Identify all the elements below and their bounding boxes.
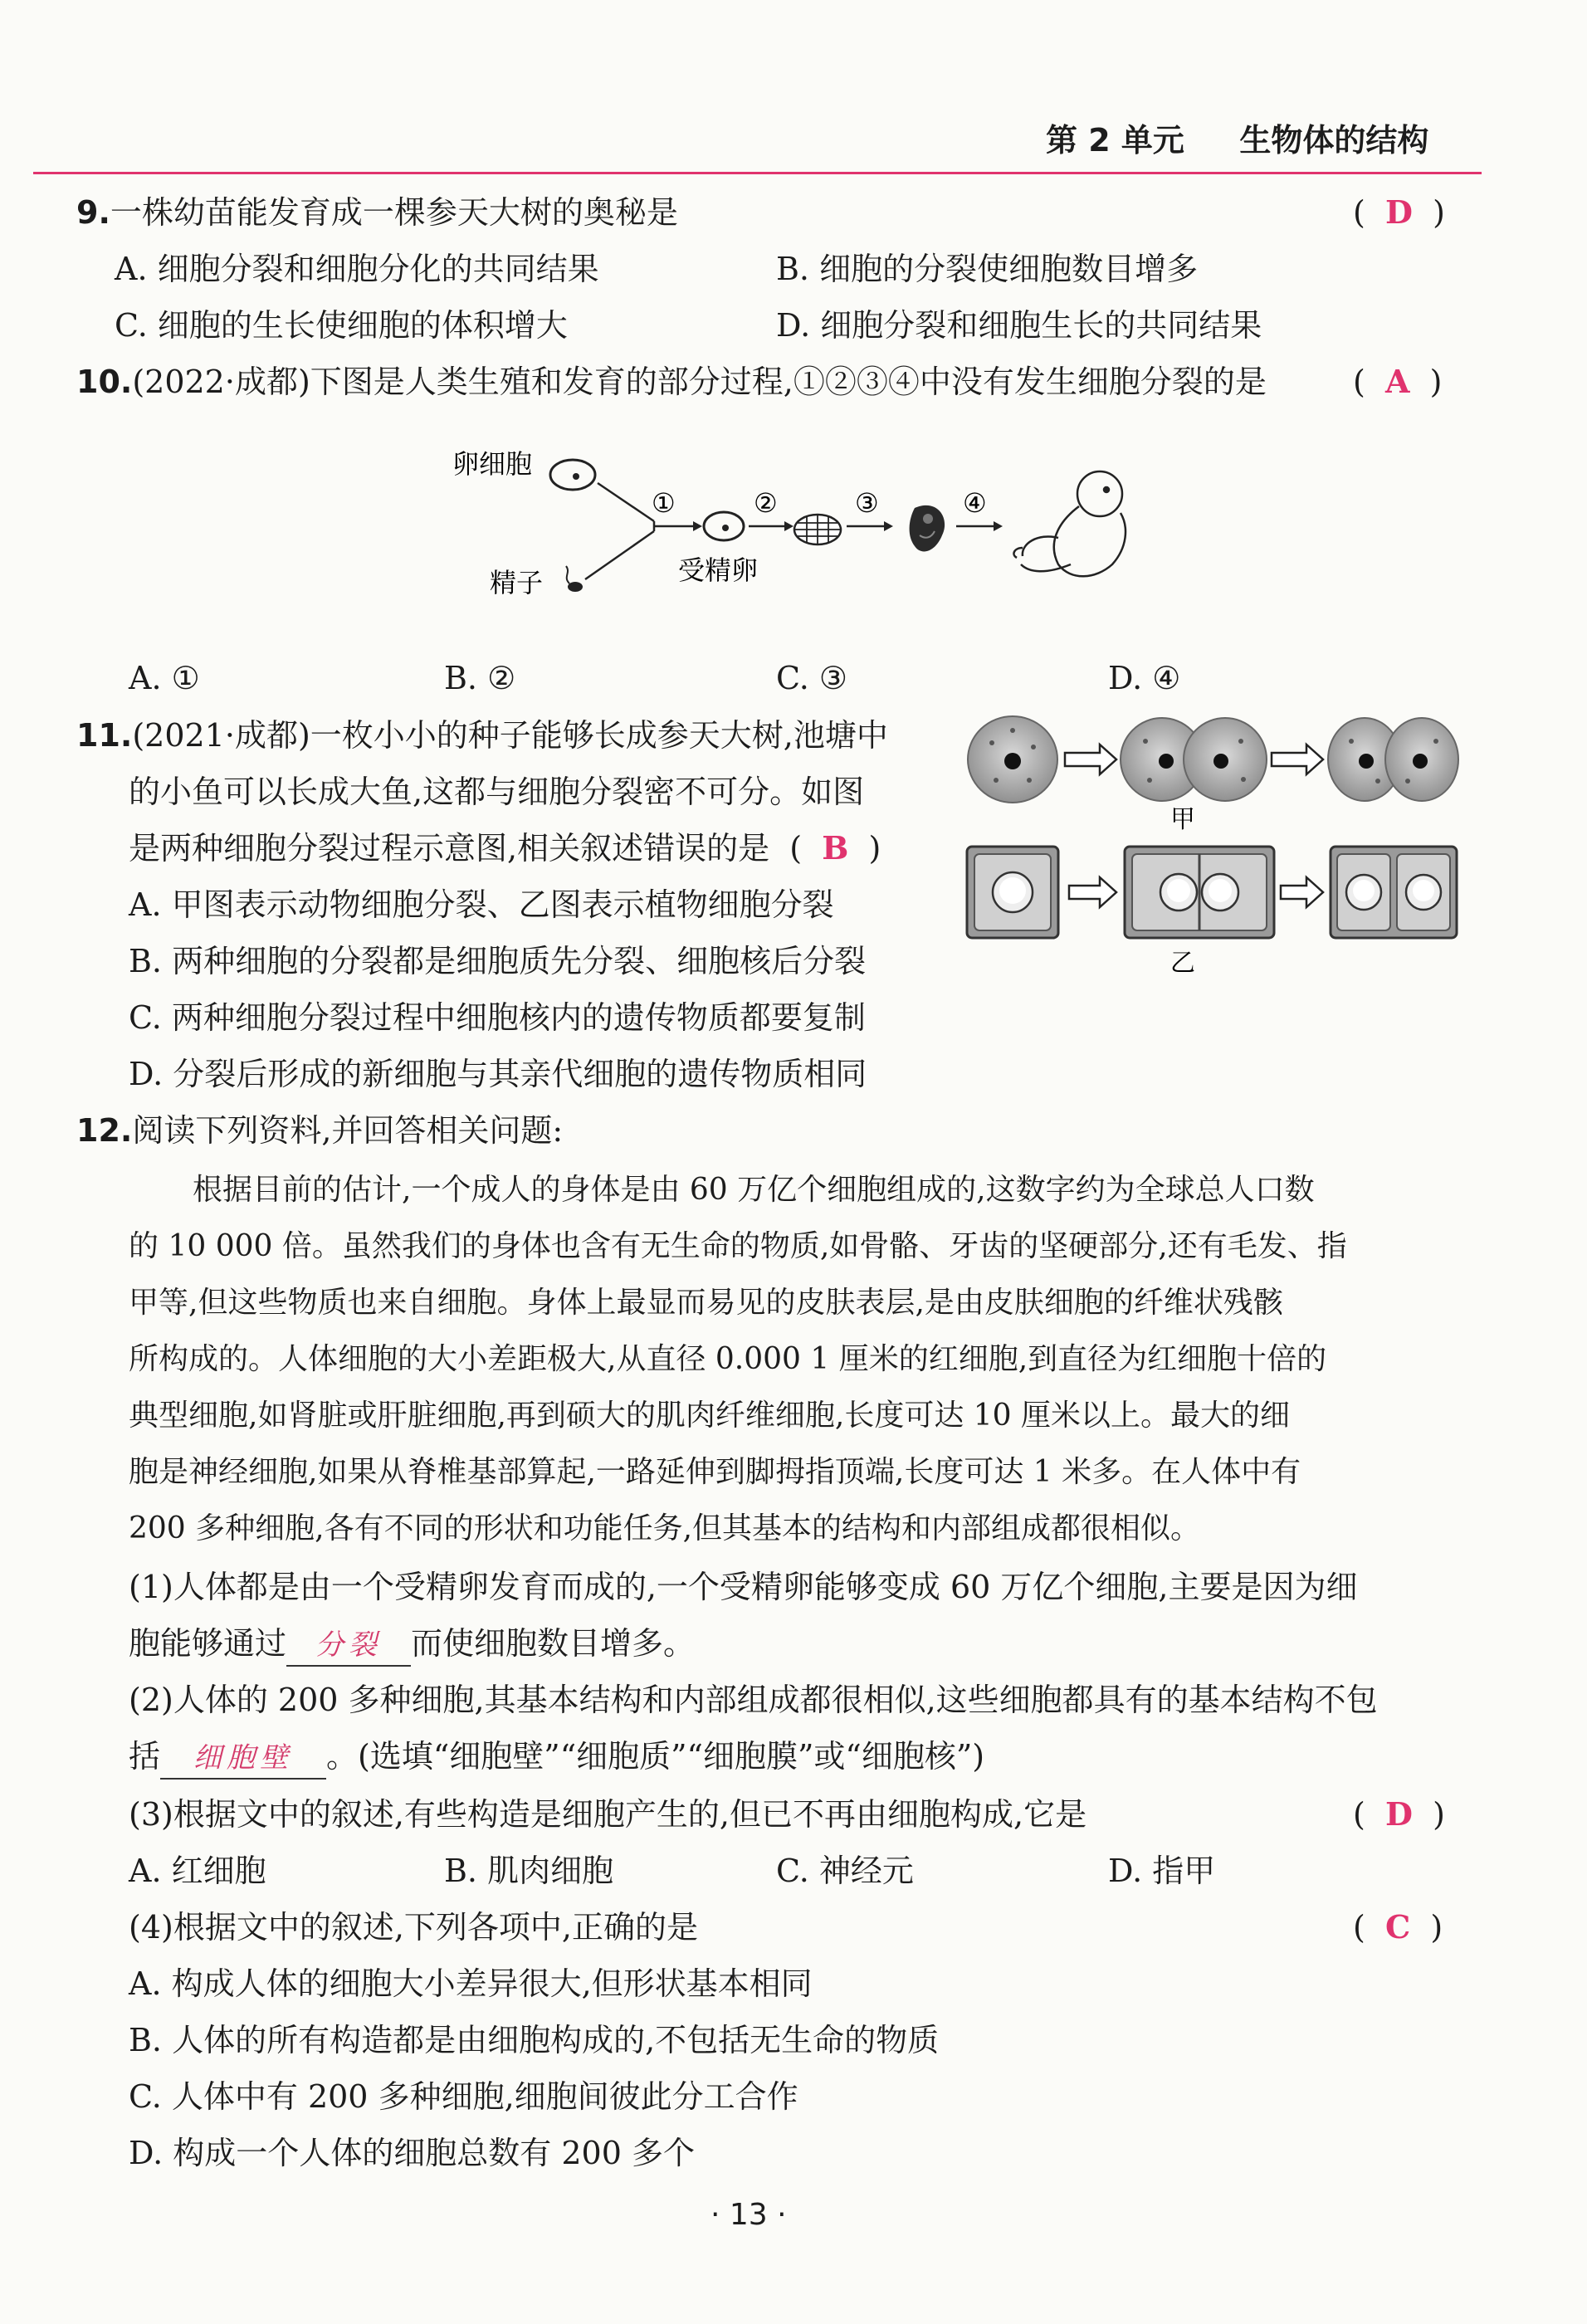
q11-stem-line-1: 11.(2021·成都)一枚小小的种子能够长成参天大树,池塘中 — [76, 717, 888, 754]
zygote-label: 受精卵 — [678, 554, 759, 586]
plant-cell-1 — [967, 847, 1058, 938]
development-diagram — [432, 440, 1179, 631]
step-2-label: ② — [754, 487, 778, 519]
q10-answer: ( A ) — [1353, 363, 1443, 400]
sub3-answer: ( D ) — [1353, 1795, 1445, 1833]
animal-cell-1 — [968, 716, 1057, 803]
q10-stem: 10.(2022·成都)下图是人类生殖和发育的部分过程,①②③④中没有发生细胞分裂的是 — [76, 364, 1267, 400]
q12-stem: 12.阅读下列资料,并回答相关问题: — [76, 1112, 564, 1149]
q9-option-a: A. 细胞分裂和细胞分化的共同结果 — [115, 251, 599, 287]
egg-cell-icon — [550, 460, 595, 490]
passage-line-3: 甲等,但这些物质也来自细胞。身体上最显而易见的皮肤表层,是由皮肤细胞的纤维状残骸 — [129, 1286, 1283, 1320]
page-number: · 13 · — [710, 2198, 787, 2232]
passage-line-7: 200 多种细胞,各有不同的形状和功能任务,但其基本的结构和内部组成都很相似。 — [129, 1511, 1201, 1545]
sub1-fill-answer: 分裂 — [315, 1628, 383, 1662]
sub4-answer: ( C ) — [1353, 1908, 1443, 1946]
step-1-label: ① — [652, 487, 676, 519]
arrow-icon — [1065, 745, 1116, 774]
arrow-icon — [1272, 745, 1323, 774]
q9-option-d: D. 细胞分裂和细胞生长的共同结果 — [776, 307, 1262, 344]
sub4-option-b: B. 人体的所有构造都是由细胞构成的,不包括无生命的物质 — [129, 2022, 940, 2058]
embryo-icon — [910, 505, 945, 552]
q9-stem: 9.一株幼苗能发育成一棵参天大树的奥秘是 — [76, 194, 678, 231]
passage-line-2: 的 10 000 倍。虽然我们的身体也含有无生命的物质,如骨骼、牙齿的坚硬部分,还有毛发、指 — [129, 1229, 1347, 1263]
q10-option-a: A. ① — [129, 660, 200, 696]
q9-option-c: C. 细胞的生长使细胞的体积增大 — [115, 307, 568, 344]
passage-line-6: 胞是神经细胞,如果从脊椎基部算起,一路延伸到脚拇指顶端,长度可达 1 米多。在人体中有 — [129, 1455, 1301, 1489]
q11-option-c: C. 两种细胞分裂过程中细胞核内的遗传物质都要复制 — [129, 999, 866, 1036]
q9-answer: ( D ) — [1353, 193, 1445, 231]
figure-label-jia: 甲 — [1170, 805, 1195, 834]
sub4-option-c: C. 人体中有 200 多种细胞,细胞间彼此分工合作 — [129, 2078, 798, 2115]
unit-header — [1046, 120, 1428, 160]
q11-stem-line-2: 的小鱼可以长成大鱼,这都与细胞分裂密不可分。如图 — [129, 774, 865, 810]
sub3-option-a: A. 红细胞 — [129, 1853, 266, 1889]
arrow-icon — [1069, 877, 1116, 907]
sub3-option-d: D. 指甲 — [1108, 1853, 1216, 1889]
sub3-option-b: B. 肌肉细胞 — [444, 1853, 614, 1889]
sub4-stem: (4)根据文中的叙述,下列各项中,正确的是 — [129, 1909, 698, 1946]
q11-stem-line-3: 是两种细胞分裂过程示意图,相关叙述错误的是 ( B ) — [129, 829, 881, 867]
q11-option-a: A. 甲图表示动物细胞分裂、乙图表示植物细胞分裂 — [129, 886, 834, 923]
passage-line-5: 典型细胞,如肾脏或肝脏细胞,再到硕大的肌肉纤维细胞,长度可达 10 厘米以上。最大的细 — [129, 1399, 1291, 1433]
sub1-line-1: (1)人体都是由一个受精卵发育而成的,一个受精卵能够变成 60 万亿个细胞,主要是因为细 — [129, 1569, 1358, 1605]
passage-line-4: 所构成的。人体细胞的大小差距极大,从直径 0.000 1 厘米的红细胞,到直径为红细胞十倍的 — [129, 1342, 1327, 1376]
q10-option-d: D. ④ — [1108, 660, 1181, 696]
header-rule — [33, 172, 1482, 174]
sub2-line-2: 括 细胞壁 。(选填“细胞壁”“细胞质”“细胞膜”或“细胞核”) — [129, 1736, 984, 1780]
q11-answer: B — [822, 829, 849, 867]
sub3-stem: (3)根据文中的叙述,有些构造是细胞产生的,但已不再由细胞构成,它是 — [129, 1796, 1087, 1833]
q10-option-b: B. ② — [444, 660, 516, 696]
plant-daughter-cells — [1331, 847, 1457, 938]
sub3-option-c: C. 神经元 — [776, 1853, 914, 1889]
step-3-label: ③ — [855, 487, 879, 519]
passage-line-1: 根据目前的估计,一个成人的身体是由 60 万亿个细胞组成的,这数字约为全球总人口数 — [193, 1173, 1315, 1207]
figure-label-yi: 乙 — [1170, 949, 1195, 978]
q11-option-b: B. 两种细胞的分裂都是细胞质先分裂、细胞核后分裂 — [129, 943, 867, 979]
egg-label: 卵细胞 — [452, 448, 533, 480]
animal-cell-dividing — [1121, 718, 1267, 801]
cell-division-figure — [963, 710, 1461, 984]
sub4-option-a: A. 构成人体的细胞大小差异很大,但形状基本相同 — [129, 1965, 813, 2002]
sperm-label: 精子 — [490, 567, 544, 598]
fetus-icon — [1013, 471, 1126, 576]
sub2-fill-answer: 细胞壁 — [193, 1741, 294, 1775]
sperm-icon — [566, 566, 583, 592]
sub1-line-2: 胞能够通过 分裂 而使细胞数目增多。 — [129, 1623, 695, 1667]
arrow-icon — [1281, 877, 1323, 907]
q10-option-c: C. ③ — [776, 660, 847, 696]
unit-number: 第 2 单元 — [1046, 122, 1184, 159]
unit-title: 生物体的结构 — [1239, 122, 1429, 159]
q9-option-b: B. 细胞的分裂使细胞数目增多 — [776, 251, 1199, 287]
q11-option-d: D. 分裂后形成的新细胞与其亲代细胞的遗传物质相同 — [129, 1056, 867, 1092]
step-4-label: ④ — [963, 487, 987, 519]
cell-mass-icon — [794, 515, 841, 544]
sub2-line-1: (2)人体的 200 多种细胞,其基本结构和内部组成都很相似,这些细胞都具有的基本结构不包 — [129, 1682, 1378, 1718]
animal-daughter-cells — [1328, 718, 1458, 801]
plant-cell-dividing — [1125, 847, 1274, 938]
sub4-option-d: D. 构成一个人体的细胞总数有 200 多个 — [129, 2135, 695, 2171]
